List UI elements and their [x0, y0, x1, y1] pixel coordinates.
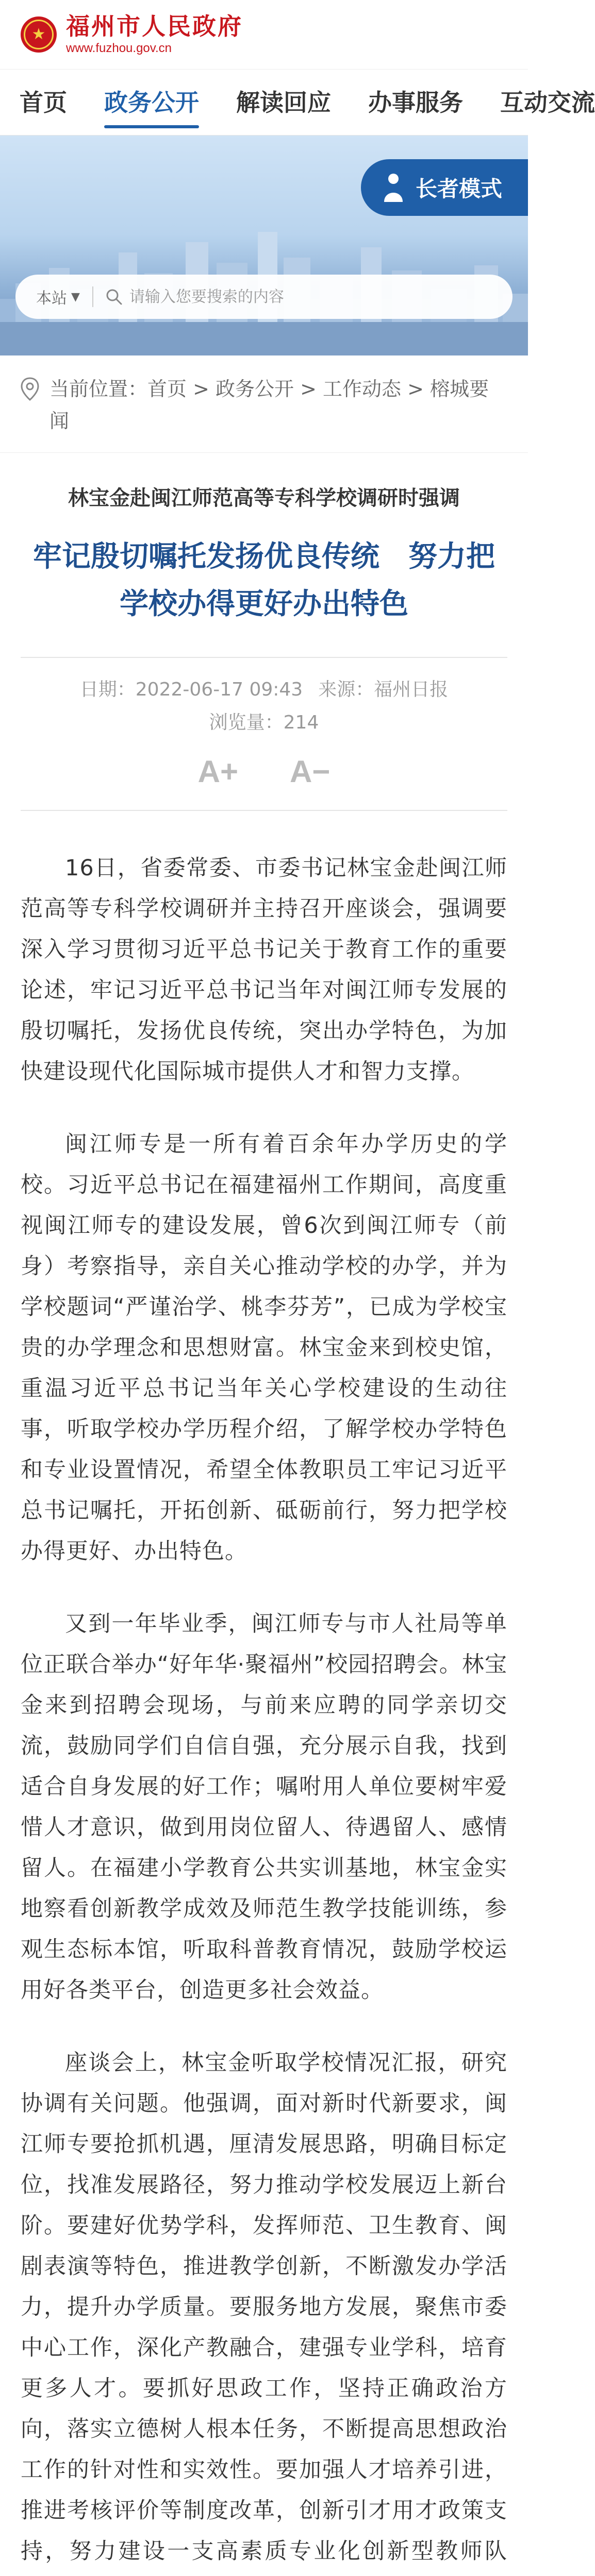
article-subtitle: 林宝金赴闽江师范高等专科学校调研时强调	[68, 486, 460, 510]
divider	[21, 657, 507, 658]
elder-person-icon	[382, 173, 405, 202]
font-smaller-button[interactable]: A−	[290, 754, 330, 789]
breadcrumb-separator: >	[401, 378, 431, 400]
search-input[interactable]	[129, 288, 492, 306]
article-paragraph: 座谈会上，林宝金听取学校情况汇报，研究协调有关问题。他强调，面对新时代新要求，闽江师专要抢抓机遇，厘清发展思路，明确目标定位，找准发展路径，努力推动学校发展迈上新台阶。要建好优势学科，发挥师范、卫生教育、闽剧表演等特色，推进教学创新，不断激发办学活力，提升办学质量。要服务地方发展，聚焦市委中心工作，深化产教融合，建强专业学科，培育更多人才。要抓好思政工作，坚持正确政治方向，落实立德树人根本任务，不断提高思想政治工作的针对性和实效性。要加强人才培养引进，推进考核评价等制度改革，创新引才用才政策支持，努力建设一支高素质专业化创新型教师队	[21, 2050, 507, 2564]
location-pin-icon	[21, 377, 39, 401]
article-paragraph: 闽江师专是一所有着百余年办学历史的学校。习近平总书记在福建福州工作期间，高度重视闽江师专的建设发展，曾6次到闽江师专（前身）考察指导，亲自关心推动学校的办学，并为学校题词“严谨治学、桃李芬芳”，已成为学校宝贵的办学理念和思想财富。林宝金来到校史馆，重温习近平总书记当年关心学校建设的生动往事，听取学校办学历程介绍，了解学校办学特色和专业设置情况，希望全体教职员工牢记习近平总书记嘱托，开拓创新、砥砺前行，努力把学校办得更好、办出特色。	[21, 1131, 507, 1564]
article-meta	[21, 673, 507, 739]
search-divider	[92, 286, 93, 307]
nav-item-interaction[interactable]: 互动交流	[500, 88, 595, 116]
article	[0, 483, 528, 2576]
site-url: www.fuzhou.gov.cn	[66, 41, 172, 56]
site-header	[0, 0, 528, 70]
font-size-controls	[21, 754, 507, 789]
article-title: 牢记殷切嘱托发扬优良传统 努力把学校办得更好办出特色	[33, 540, 495, 621]
search-icon[interactable]	[106, 289, 122, 305]
breadcrumb-item-city-news[interactable]: 榕城要闻	[49, 378, 489, 432]
article-paragraph: 又到一年毕业季，闽江师专与市人社局等单位正联合举办“好年华·聚福州”校园招聘会。林宝金来到招聘会现场，与前来应聘的同学亲切交流，鼓励同学们自信自强，充分展示自我，找到适合自身发展的好工作；嘱咐用人单位要树牢爱惜人才意识，做到用岗位留人、待遇留人、感情留人。在福建小学教育公共实训基地，林宝金实地察看创新教学成效及师范生教学技能训练，参观生态标本馆，听取科普教育情况，鼓励学校运用好各类平台，创造更多社会效益。	[21, 1611, 507, 2003]
elder-mode-label: 长者模式	[415, 176, 502, 201]
breadcrumb-item-gov-affairs[interactable]: 政务公开	[216, 378, 294, 400]
banner	[0, 135, 528, 355]
search-scope-select[interactable]: 本站	[36, 290, 67, 308]
nav-item-interpretation[interactable]: 解读回应	[236, 88, 331, 116]
elder-mode-button[interactable]	[361, 159, 528, 216]
breadcrumb-item-work-news[interactable]: 工作动态	[323, 378, 402, 400]
site-name: 福州市人民政府	[66, 12, 243, 40]
nav-item-gov-affairs[interactable]: 政务公开	[104, 70, 199, 135]
chevron-down-icon[interactable]: ▼	[71, 290, 80, 303]
article-body	[21, 848, 507, 2576]
breadcrumb-prefix: 当前位置：	[49, 378, 148, 400]
article-source: 来源：福州日报	[318, 679, 449, 700]
main-nav	[0, 70, 595, 135]
breadcrumb-text	[49, 373, 507, 437]
breadcrumb-separator: >	[294, 378, 323, 400]
search-box	[15, 275, 513, 319]
breadcrumb-separator: >	[187, 378, 216, 400]
font-larger-button[interactable]: A+	[197, 754, 238, 789]
breadcrumb	[0, 355, 528, 453]
nav-item-services[interactable]: 办事服务	[368, 88, 463, 116]
breadcrumb-item-home[interactable]: 首页	[147, 378, 187, 400]
article-date: 日期：2022-06-17 09:43	[79, 679, 303, 700]
nav-item-home[interactable]: 首页	[20, 88, 67, 116]
site-logo[interactable]	[66, 13, 243, 56]
national-emblem-icon[interactable]: ★	[21, 16, 57, 53]
article-views: 浏览量：214	[209, 712, 319, 733]
divider	[21, 810, 507, 811]
article-paragraph: 16日，省委常委、市委书记林宝金赴闽江师范高等专科学校调研并主持召开座谈会，强调要深入学习贯彻习近平总书记关于教育工作的重要论述，牢记习近平总书记当年对闽江师专发展的殷切嘱托，发扬优良传统，突出办学特色，为加快建设现代化国际城市提供人才和智力支撑。	[21, 855, 507, 1084]
